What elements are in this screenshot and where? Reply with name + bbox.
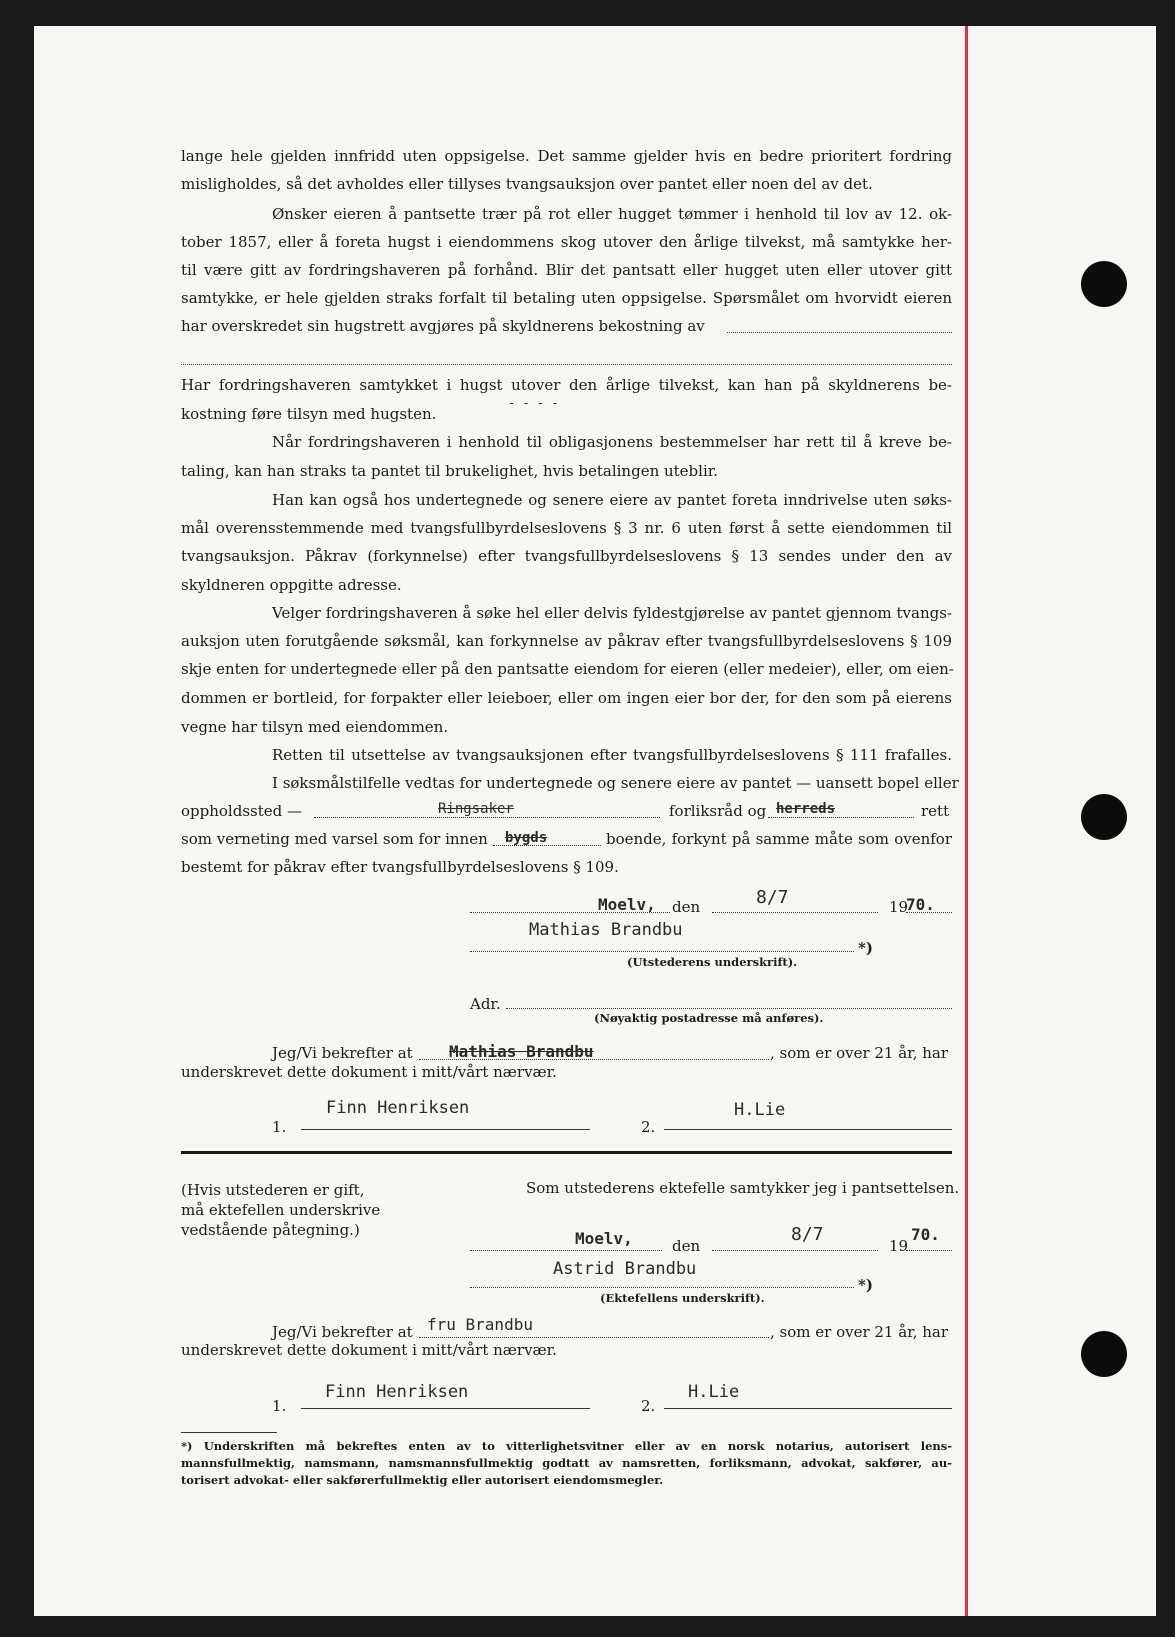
spouse-note: (Hvis utstederen er gift, <box>181 1181 365 1199</box>
punch-hole <box>1081 794 1127 840</box>
witness-signature: Finn Henriksen <box>325 1382 469 1402</box>
body-line: samtykke, er hele gjelden straks forfalt til betaling uten oppsigelse. Spørsmålet om hvorvidt eieren <box>181 289 952 307</box>
body-line: skje enten for undertegnede eller på den pantsatte eiendom for eieren (eller medeier), eller, om eien- <box>181 660 954 678</box>
body-line: til være gitt av fordringshaveren på forhånd. Blir det pantsatt eller hugget uten eller utover gitt <box>181 261 952 279</box>
address-line <box>506 1008 952 1009</box>
date-line <box>712 912 878 913</box>
handwritten-place: Moelv, <box>598 895 656 914</box>
signature-caption: (Ektefellens underskrift). <box>600 1291 765 1305</box>
signature-line <box>470 1287 854 1288</box>
witness-signature: Finn Henriksen <box>326 1098 470 1118</box>
witness-signature: H.Lie <box>688 1382 740 1402</box>
den-label: den <box>672 898 701 916</box>
body-line: Retten til utsettelse av tvangsauksjonen efter tvangsfullbyrdelseslovens § 111 frafalles. <box>272 746 952 764</box>
witness-text: , som er over 21 år, har <box>770 1323 949 1341</box>
body-line: bestemt for påkrav efter tvangsfullbyrdelseslovens § 109. <box>181 858 619 876</box>
witness-line <box>301 1129 590 1130</box>
section-divider <box>181 1151 952 1154</box>
body-line: skyldneren oppgitte adresse. <box>181 576 402 594</box>
spouse-note: må ektefellen underskrive <box>181 1201 381 1219</box>
body-line: kostning føre tilsyn med hugsten. <box>181 405 437 423</box>
body-line: mål overensstemmende med tvangsfullbyrdelseslovens § 3 nr. 6 uten først å sette eiendommen til <box>181 519 952 537</box>
witness-line <box>301 1408 590 1409</box>
footnote-rule <box>181 1432 277 1433</box>
footnote-line: torisert advokat- eller sakførerfullmektig eller autorisert eiendomsmegler. <box>181 1473 664 1487</box>
venue-text: forliksråd og <box>669 802 767 820</box>
witness-text: underskrevet dette dokument i mitt/vårt nærvær. <box>181 1063 557 1081</box>
signature-caption: (Utstederens underskrift). <box>627 955 798 969</box>
body-line: misligholdes, så det avholdes eller tillyses tvangsauksjon over pantet eller noen del av det. <box>181 175 873 193</box>
punch-hole <box>1081 1331 1127 1377</box>
handwritten-date: 8/7 <box>756 887 789 908</box>
body-line: tvangsauksjon. Påkrav (forkynnelse) efter tvangsfullbyrdelseslovens § 13 sendes under den av <box>181 547 952 565</box>
venue-text: oppholdssted — <box>181 802 302 820</box>
address-label: Adr. <box>470 995 501 1013</box>
witness-signature: H.Lie <box>734 1100 786 1120</box>
year-prefix: 19 <box>889 1237 909 1255</box>
witness-text: , som er over 21 år, har <box>770 1044 949 1062</box>
body-line: I søksmålstilfelle vedtas for undertegnede og senere eiere av pantet — uansett bopel eller <box>272 774 959 792</box>
witness-number: 2. <box>641 1118 656 1136</box>
spouse-signature: Astrid Brandbu <box>553 1259 697 1279</box>
body-line: Velger fordringshaveren å søke hel eller delvis fyldestgjørelse av pantet gjennom tvangs- <box>272 604 952 622</box>
fill-in-line <box>419 1337 769 1338</box>
body-line: taling, kan han straks ta pantet til brukelighet, hvis betalingen uteblir. <box>181 462 719 480</box>
venue-text: boende, forkynt på samme måte som ovenfor <box>606 830 952 848</box>
witness-text: Jeg/Vi bekrefter at <box>272 1044 413 1062</box>
body-line: har overskredet sin hugstrett avgjøres på skyldnerens bekostning av <box>181 317 705 335</box>
handwritten-date: 8/7 <box>791 1224 824 1245</box>
footnote-line: mannsfullmektig, namsmann, namsmannsfullmektig godtatt av namsretten, forliksmann, advokat, sakfører, au- <box>181 1456 952 1470</box>
body-line: Har fordringshaveren samtykket i hugst utover den årlige tilvekst, kan han på skyldnerens be- <box>181 376 952 394</box>
footnote-line: *) Underskriften må bekreftes enten av to vitterlighetsvitner eller av en norsk notarius, autorisert lens- <box>181 1439 952 1453</box>
body-line: auksjon uten forutgående søksmål, kan forkynnelse av påkrav efter tvangsfullbyrdelseslovens § 109 <box>181 632 952 650</box>
witness-number: 2. <box>641 1397 656 1415</box>
body-line: lange hele gjelden innfridd uten oppsigelse. Det samme gjelder hvis en bedre prioritert fordring <box>181 147 952 165</box>
place-line <box>470 1250 662 1251</box>
handwritten-municipality: Ringsaker <box>438 801 514 817</box>
footnote-mark: *) <box>858 1276 873 1294</box>
signature-line <box>470 951 854 952</box>
spouse-consent: Som utstederens ektefelle samtykker jeg i pantsettelsen. <box>526 1179 960 1197</box>
address-caption: (Nøyaktig postadresse må anføres). <box>594 1011 824 1025</box>
handwritten-place: Moelv, <box>575 1229 633 1248</box>
body-line: Ønsker eieren å pantsette trær på rot eller hugget tømmer i henhold til lov av 12. ok- <box>272 205 952 223</box>
venue-text: som verneting med varsel som for innen <box>181 830 488 848</box>
handwritten-court: herreds <box>776 801 836 817</box>
year-prefix: 19 <box>889 898 909 916</box>
handwritten-name: fru Brandbu <box>427 1315 533 1334</box>
punch-hole <box>1081 261 1127 307</box>
witness-line <box>664 1129 952 1130</box>
body-line: dommen er bortleid, for forpakter eller leieboer, eller om ingen eier bor der, for den som på eierens <box>181 689 952 707</box>
venue-text: rett <box>921 802 950 820</box>
witness-text: underskrevet dette dokument i mitt/vårt nærvær. <box>181 1341 557 1359</box>
body-line: vegne har tilsyn med eiendommen. <box>181 718 449 736</box>
den-label: den <box>672 1237 701 1255</box>
date-line <box>712 1250 878 1251</box>
witness-number: 1. <box>272 1118 287 1136</box>
body-line: tober 1857, eller å foreta hugst i eiendommens skog utover den årlige tilvekst, må samtykke her- <box>181 233 952 251</box>
year-line <box>906 912 952 913</box>
handwritten-year: 70. <box>911 1225 940 1244</box>
body-line: Han kan også hos undertegnede og senere eiere av pantet foreta inndrivelse uten søks- <box>272 491 952 509</box>
issuer-signature: Mathias Brandbu <box>529 920 683 940</box>
body-line: Når fordringshaveren i henhold til obligasjonens bestemmelser har rett til å kreve be- <box>272 433 952 451</box>
fill-in-line <box>181 364 952 365</box>
year-line <box>906 1250 952 1251</box>
witness-number: 1. <box>272 1397 287 1415</box>
footnote-mark: *) <box>858 939 873 957</box>
witness-text: Jeg/Vi bekrefter at <box>272 1323 413 1341</box>
spouse-note: vedstående påtegning.) <box>181 1221 360 1239</box>
handwritten-year: 70. <box>906 895 935 914</box>
witness-line <box>664 1408 952 1409</box>
fill-in-line <box>727 332 952 333</box>
handwritten-bygd: bygds <box>505 830 548 846</box>
handwritten-marks: - - - - <box>508 396 559 410</box>
margin-red-line <box>965 26 968 1616</box>
handwritten-name: Mathias Brandbu <box>449 1042 594 1061</box>
